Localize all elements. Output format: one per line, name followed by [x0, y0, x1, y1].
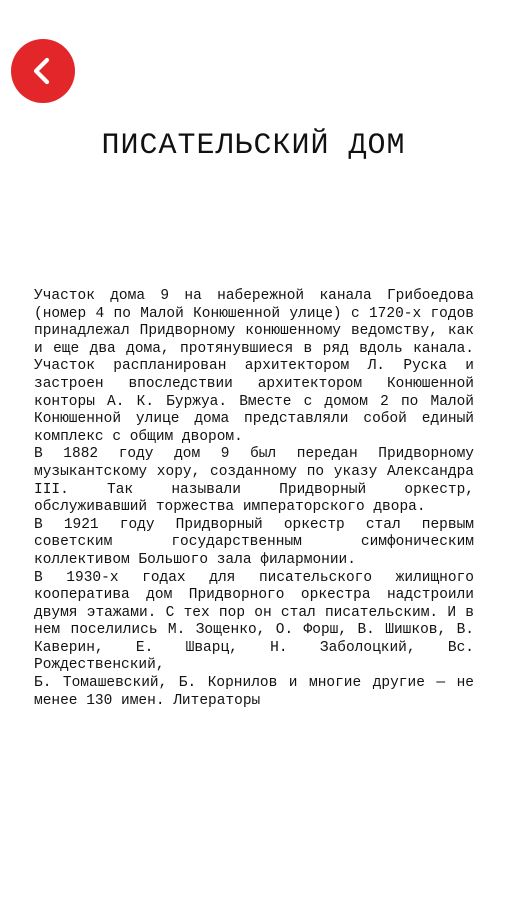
page-title: ПИСАТЕЛЬСКИЙ ДОМ — [101, 129, 406, 163]
chevron-left-icon — [28, 56, 58, 86]
article-paragraph: Участок дома 9 на набережной канала Грибоедова (номер 4 по Малой Конюшенной улице) с 1720-х годов принадлежал Придворному конюшенному ведомству, как и еще два дома, протянувшиеся в ряд вдоль канала. Участок распланирован архитектором Л. Руска и застроен впоследствии архитектором Конюшенной конторы А. К. Буржуа. Вместе с домом 2 по Малой Конюшенной улице дома представляли собой единый комплекс с общим двором. — [34, 288, 474, 445]
article-paragraph: В 1882 году дом 9 был передан Придворному музыкантскому хору, созданному по указу Александра III. Так называли Придворный оркестр, обслуживавший торжества императорского двора. — [34, 446, 474, 516]
article-paragraph: В 1921 году Придворный оркестр стал первым советским государственным симфоническим коллективом Большого зала филармонии. — [34, 516, 474, 568]
article-paragraph: Б. Томашевский, Б. Корнилов и многие другие — не менее 130 имен. Литераторы — [34, 675, 474, 709]
back-button[interactable] — [11, 39, 75, 103]
article-paragraph: В 1930-х годах для писательского жилищного кооператива дом Придворного оркестра надстроили двумя этажами. С тех пор он стал писательским. И в нем поселились М. Зощенко, О. Форш, В. Шишков, В. Каверин, Е. Шварц, Н. Заболоцкий, Вс. Рождественский, — [34, 569, 474, 674]
article-text[interactable] — [34, 288, 474, 798]
